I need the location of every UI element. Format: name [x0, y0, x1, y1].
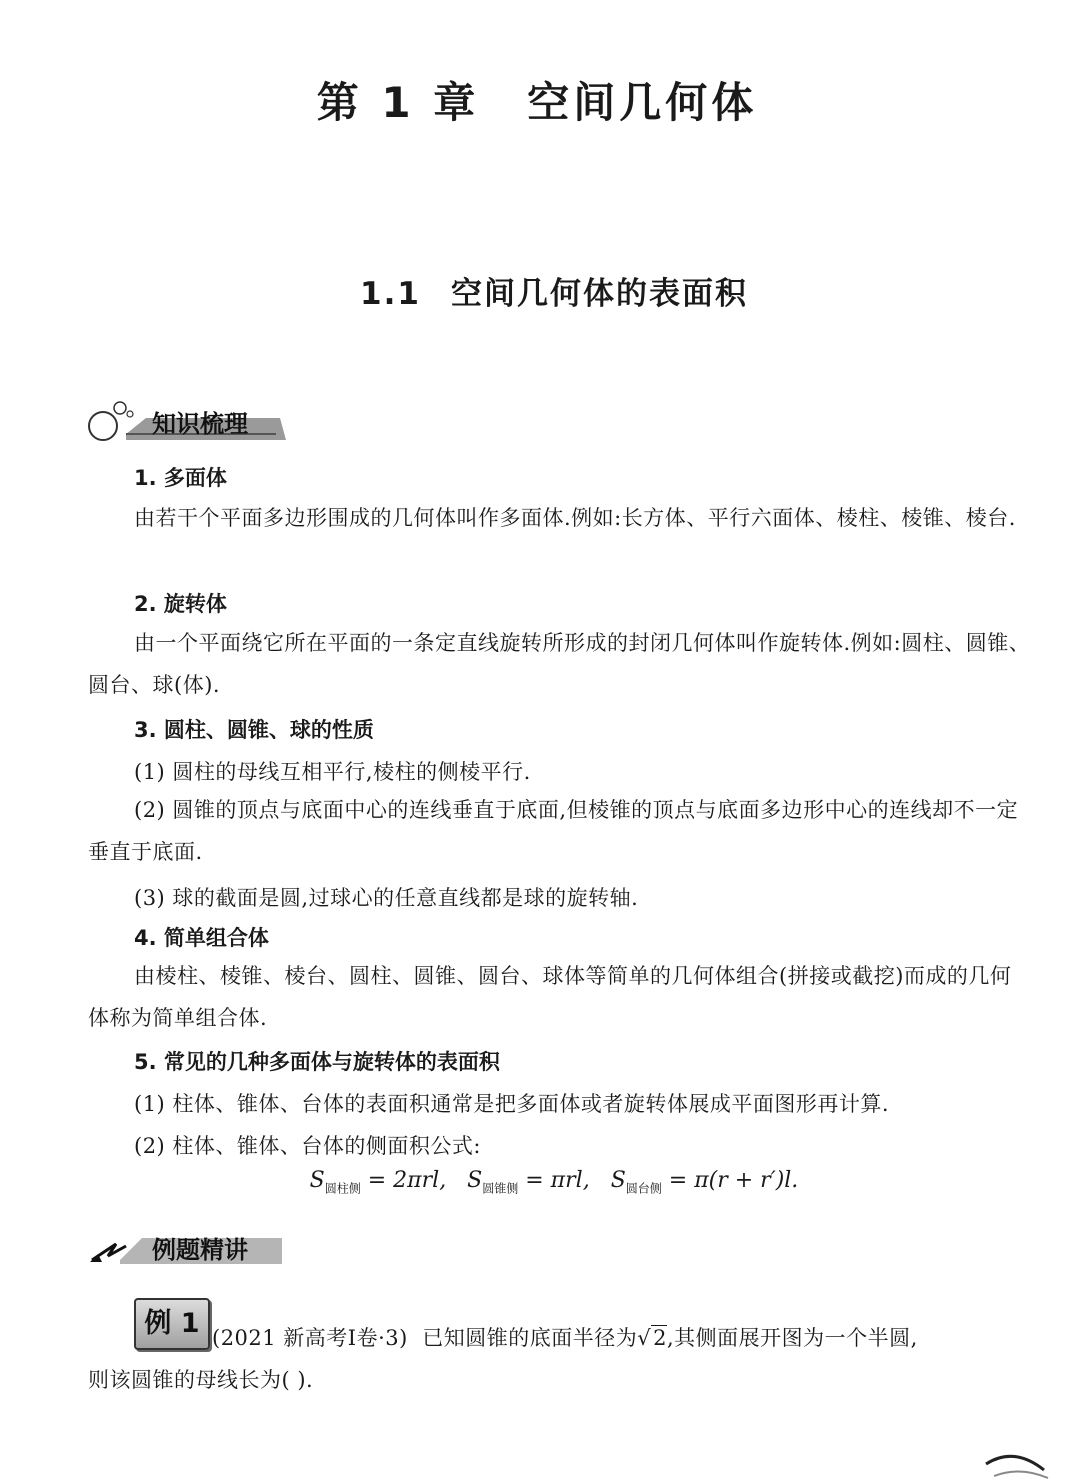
- property-2: (2) 圆锥的顶点与底面中心的连线垂直于底面,但棱锥的顶点与底面多边形中心的连线却不一定垂直于底面.: [88, 798, 1019, 864]
- property-3: (3) 球的截面是圆,过球心的任意直线都是球的旋转轴.: [134, 886, 639, 910]
- example-question-line2: 则该圆锥的母线长为( ).: [88, 1368, 314, 1392]
- section-name: 空间几何体的表面积: [450, 276, 748, 312]
- property-1: (1) 圆柱的母线互相平行,棱柱的侧棱平行.: [134, 760, 531, 784]
- surface-area-1: (1) 柱体、锥体、台体的表面积通常是把多面体或者旋转体展成平面图形再计算.: [134, 1092, 890, 1116]
- example-source: (2021 新高考Ⅰ卷·3): [212, 1326, 408, 1350]
- section-number: 1.1: [360, 276, 421, 312]
- paragraph-solid-of-revolution: 由一个平面绕它所在平面的一条定直线旋转所形成的封闭几何体叫作旋转体.例如:圆柱、圆锥、圆台、球(体).: [88, 631, 1031, 697]
- examples-banner-label: 例题精讲: [152, 1236, 248, 1264]
- example-badge: 例 1: [134, 1298, 210, 1350]
- heading-properties: 3. 圆柱、圆锥、球的性质: [134, 718, 374, 742]
- heading-composite-solid: 4. 简单组合体: [134, 926, 269, 950]
- surface-area-2: (2) 柱体、锥体、台体的侧面积公式:: [134, 1134, 481, 1158]
- paragraph-polyhedron: 由若干个平面多边形围成的几何体叫作多面体.例如:长方体、平行六面体、棱柱、棱锥、棱台.: [134, 506, 1016, 530]
- section-title: [0, 268, 1074, 313]
- example-question: (2021 新高考Ⅰ卷·3) 已知圆锥的底面半径为√2,其侧面展开图为一个半圆,: [212, 1326, 918, 1350]
- chapter-number: 第 1 章: [316, 78, 480, 127]
- heading-surface-area: 5. 常见的几种多面体与旋转体的表面积: [134, 1050, 500, 1074]
- examples-banner: [86, 1226, 286, 1266]
- knowledge-banner: [86, 400, 286, 440]
- paragraph-composite-solid: 由棱柱、棱锥、棱台、圆柱、圆锥、圆台、球体等简单的几何体组合(拼接或截挖)而成的几何体称为简单组合体.: [88, 964, 1012, 1030]
- lateral-area-formula: $S_{圆柱侧} = 2\pi rl$, $S_{圆锥侧} = \pi rl$, $S_{圆台侧} = \pi(r + r')l$.: [309, 1168, 799, 1196]
- chapter-name: 空间几何体: [527, 78, 758, 127]
- heading-solid-of-revolution: 2. 旋转体: [134, 592, 227, 616]
- heading-polyhedron: 1. 多面体: [134, 466, 227, 490]
- knowledge-banner-label: 知识梳理: [152, 410, 248, 438]
- chapter-title: [0, 70, 1074, 130]
- page-curl-icon: [984, 1440, 1054, 1480]
